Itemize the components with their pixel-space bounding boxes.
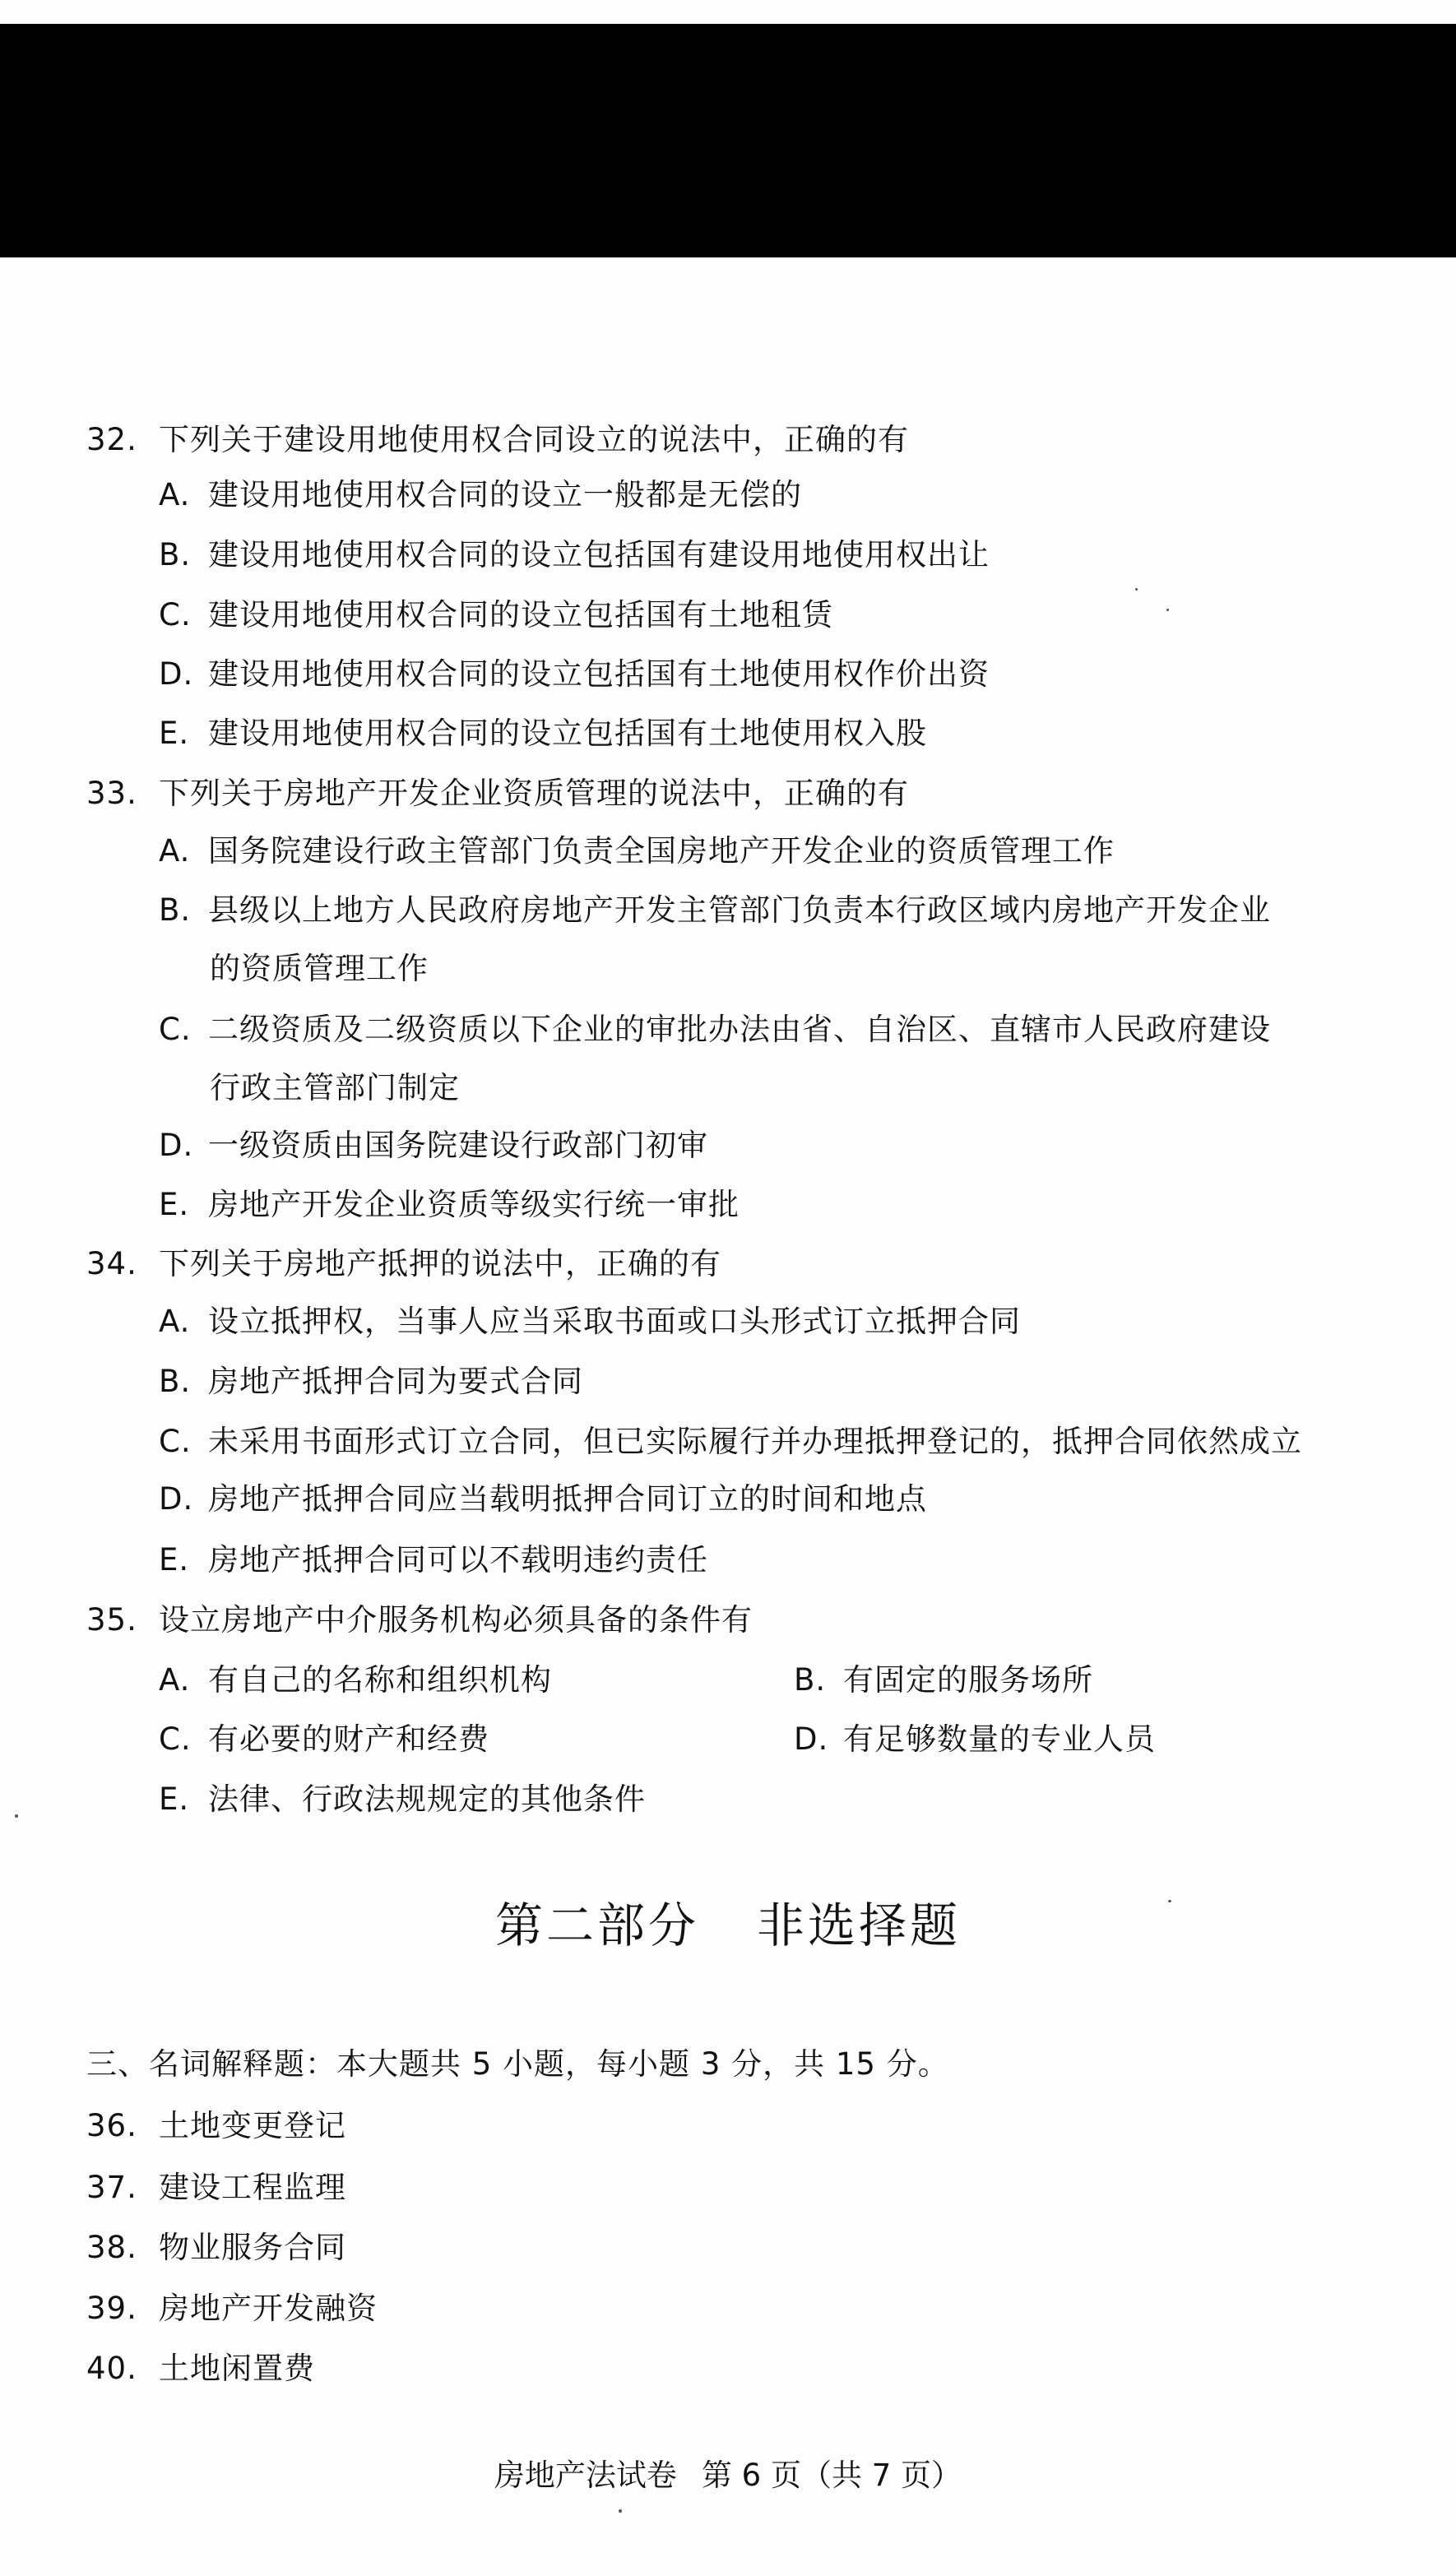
- question-34-option-a: [159, 1304, 1021, 1340]
- option-letter: D.: [794, 1721, 829, 1757]
- option-letter: E.: [159, 1542, 190, 1578]
- question-33-option-c-continued: 行政主管部门制定: [210, 1070, 460, 1105]
- option-letter: D.: [159, 1481, 194, 1517]
- option-text: 县级以上地方人民政府房地产开发主管部门负责本行政区域内房地产开发企业: [208, 892, 1271, 928]
- page-footer: [0, 2458, 1456, 2494]
- question-number: 39.: [86, 2291, 137, 2326]
- option-text: 有自己的名称和组织机构: [208, 1662, 552, 1698]
- scan-speck: [1168, 1900, 1171, 1902]
- part-two-title-right: 非选择题: [757, 1897, 962, 1953]
- term-text: 物业服务合同: [159, 2230, 346, 2265]
- exam-name: 房地产法试卷: [494, 2458, 677, 2493]
- question-34-option-c: [159, 1424, 1302, 1460]
- option-text: 房地产抵押合同可以不载明违约责任: [208, 1542, 708, 1578]
- option-letter: C.: [159, 1721, 192, 1757]
- redaction-bar: [0, 24, 1456, 257]
- scan-speck: [1166, 609, 1169, 611]
- question-number: 38.: [86, 2230, 137, 2265]
- question-number: 34.: [86, 1246, 137, 1281]
- question-33-option-a: [159, 833, 1115, 869]
- option-letter: A.: [159, 1662, 191, 1698]
- option-letter: D.: [159, 1128, 194, 1163]
- question-number: 33.: [86, 776, 137, 811]
- question-32-option-b: [159, 537, 990, 573]
- option-text: 未采用书面形式订立合同，但已实际履行并办理抵押登记的，抵押合同依然成立: [208, 1424, 1302, 1459]
- question-33-option-e: [159, 1187, 740, 1223]
- option-letter: B.: [159, 1364, 192, 1399]
- question-35-option-c: [159, 1721, 489, 1758]
- option-text: 法律、行政法规规定的其他条件: [208, 1781, 646, 1817]
- question-number: 40.: [86, 2351, 137, 2386]
- option-text: 国务院建设行政主管部门负责全国房地产开发企业的资质管理工作: [208, 833, 1115, 869]
- option-letter: B.: [794, 1662, 827, 1698]
- option-text: 二级资质及二级资质以下企业的审批办法由省、自治区、直辖市人民政府建设: [208, 1012, 1271, 1047]
- option-letter: B.: [159, 537, 192, 572]
- question-text: 下列关于房地产开发企业资质管理的说法中，正确的有: [159, 776, 909, 811]
- question-32-option-e: [159, 716, 927, 752]
- option-text: 建设用地使用权合同的设立一般都是无偿的: [208, 477, 802, 512]
- term-item-37: [86, 2170, 346, 2206]
- option-text: 有足够数量的专业人员: [843, 1721, 1156, 1757]
- question-33-option-b: [159, 892, 1271, 929]
- question-number: 32.: [86, 422, 137, 457]
- term-item-40: [86, 2351, 315, 2387]
- question-34-stem: [86, 1246, 721, 1282]
- question-35-option-d: [794, 1721, 1156, 1758]
- question-number: 37.: [86, 2170, 137, 2205]
- question-number: 36.: [86, 2108, 137, 2143]
- option-text: 一级资质由国务院建设行政部门初审: [208, 1128, 708, 1163]
- question-35-stem: [86, 1602, 753, 1638]
- option-letter: A.: [159, 477, 191, 512]
- question-text: 下列关于房地产抵押的说法中，正确的有: [159, 1246, 721, 1281]
- option-text: 有固定的服务场所: [843, 1662, 1093, 1698]
- question-32-option-a: [159, 477, 802, 513]
- option-letter: A.: [159, 833, 191, 869]
- term-item-39: [86, 2291, 378, 2327]
- term-item-36: [86, 2108, 346, 2144]
- option-text: 建设用地使用权合同的设立包括国有土地使用权作价出资: [208, 656, 990, 692]
- part-two-title-left: 第二部分: [494, 1897, 699, 1953]
- option-letter: E.: [159, 1187, 190, 1222]
- question-32-option-c: [159, 597, 833, 633]
- term-text: 土地闲置费: [159, 2351, 315, 2386]
- option-text: 建设用地使用权合同的设立包括国有建设用地使用权出让: [208, 537, 990, 572]
- option-letter: D.: [159, 656, 194, 692]
- question-34-option-b: [159, 1364, 583, 1400]
- term-text: 土地变更登记: [159, 2108, 346, 2143]
- question-35-option-a: [159, 1662, 552, 1698]
- question-number: 35.: [86, 1602, 137, 1638]
- option-letter: B.: [159, 892, 192, 928]
- option-text: 有必要的财产和经费: [208, 1721, 489, 1757]
- question-text: 下列关于建设用地使用权合同设立的说法中，正确的有: [159, 422, 909, 457]
- question-34-option-d: [159, 1481, 927, 1517]
- option-letter: C.: [159, 1424, 192, 1459]
- question-32-stem: [86, 422, 909, 458]
- option-text: 建设用地使用权合同的设立包括国有土地租赁: [208, 597, 833, 632]
- option-letter: E.: [159, 716, 190, 751]
- scan-speck: [619, 2509, 622, 2513]
- question-33-option-d: [159, 1128, 708, 1164]
- question-text: 设立房地产中介服务机构必须具备的条件有: [159, 1602, 753, 1638]
- option-letter: A.: [159, 1304, 191, 1339]
- term-item-38: [86, 2230, 346, 2266]
- option-text: 设立抵押权，当事人应当采取书面或口头形式订立抵押合同: [208, 1304, 1021, 1339]
- question-35-option-b: [794, 1662, 1093, 1698]
- scan-speck: [1135, 588, 1138, 591]
- question-33-option-c: [159, 1012, 1271, 1048]
- option-text: 房地产抵押合同为要式合同: [208, 1364, 583, 1399]
- question-33-option-b-continued: 的资质管理工作: [210, 951, 429, 986]
- option-letter: C.: [159, 597, 192, 632]
- section-three-heading: 三、名词解释题：本大题共 5 小题，每小题 3 分，共 15 分。: [86, 2046, 949, 2082]
- option-letter: E.: [159, 1781, 190, 1817]
- page-number: 第 6 页（共 7 页）: [701, 2458, 962, 2493]
- question-32-option-d: [159, 656, 990, 693]
- option-text: 房地产抵押合同应当载明抵押合同订立的时间和地点: [208, 1481, 927, 1517]
- question-33-stem: [86, 776, 909, 812]
- option-letter: C.: [159, 1012, 192, 1047]
- question-34-option-e: [159, 1542, 708, 1578]
- term-text: 建设工程监理: [159, 2170, 346, 2205]
- part-two-title: [0, 1897, 1456, 1954]
- option-text: 房地产开发企业资质等级实行统一审批: [208, 1187, 740, 1222]
- question-35-option-e: [159, 1781, 646, 1818]
- scan-speck: [15, 1814, 18, 1818]
- term-text: 房地产开发融资: [159, 2291, 378, 2326]
- option-text: 建设用地使用权合同的设立包括国有土地使用权入股: [208, 716, 927, 751]
